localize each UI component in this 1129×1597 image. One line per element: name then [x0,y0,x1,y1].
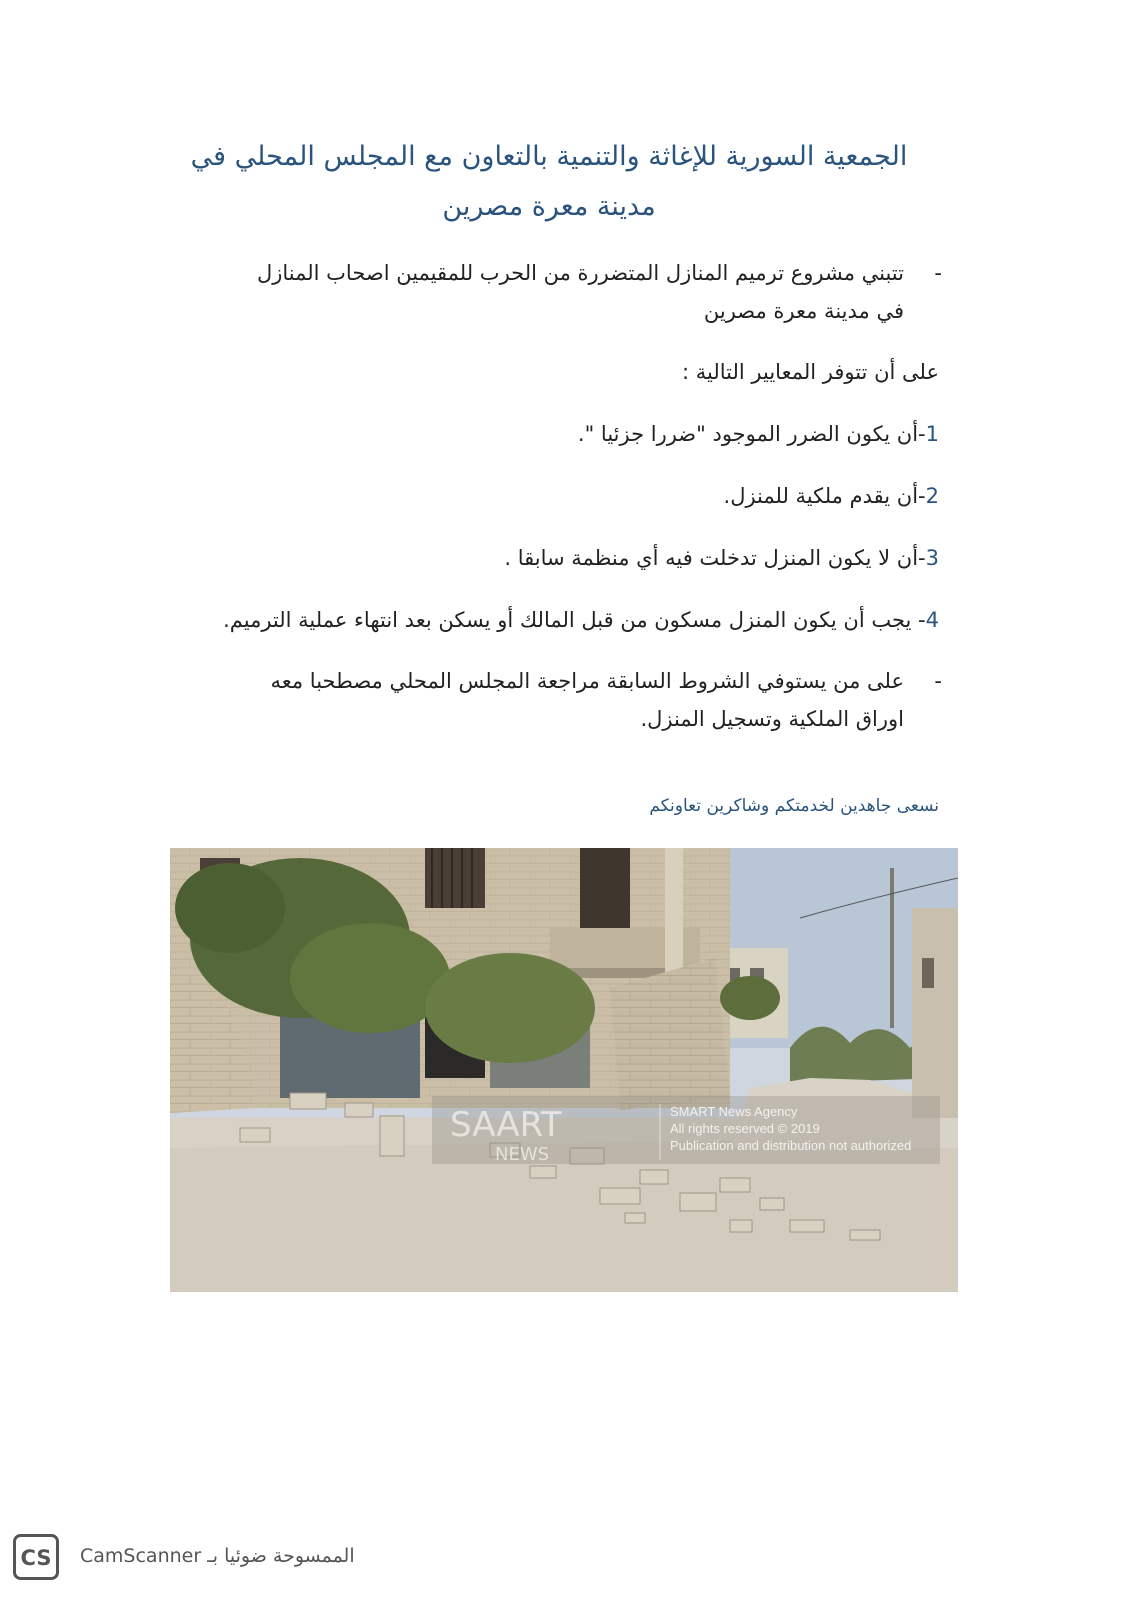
watermark-line-1: SMART News Agency [670,1104,798,1119]
note-bullet-text: على من يستوفي الشروط السابقة مراجعة المجلس المحلي مصطحبا معه اوراق الملكية وتسجيل المنزل. [270,669,904,731]
watermark-line-3: Publication and distribution not authorized [670,1138,912,1153]
criteria-number: 2 [925,484,939,508]
criteria-text: يجب أن يكون المنزل مسكون من قبل المالك أو يسكن بعد انتهاء عملية الترميم. [223,608,912,632]
svg-text:CS: CS [20,1546,52,1570]
criteria-item [119,416,939,452]
title-line-2: مدينة معرة مصرين [442,191,656,222]
intro-bullet [224,254,942,330]
note-bullet [224,662,942,738]
watermark-logo: SAART [450,1105,562,1145]
criteria-item [119,602,939,638]
document-title [169,132,929,232]
watermark-logo-sub: NEWS [495,1144,550,1165]
damaged-building-photo [170,848,958,1292]
footer-app-name: CamScanner [80,1545,202,1567]
camscanner-logo-icon [13,1534,59,1580]
criteria-separator: - [918,484,926,508]
criteria-number: 4 [925,608,939,632]
criteria-heading: على أن تتوفر المعايير التالية : [682,360,939,384]
bullet-dash: - [934,261,942,285]
criteria-item [119,478,939,514]
criteria-separator: - [918,546,926,570]
intro-bullet-text: تتبني مشروع ترميم المنازل المتضررة من الحرب للمقيمين اصحاب المنازل في مدينة معرة مصرين [256,261,904,323]
bullet-dash: - [934,669,942,693]
criteria-item [119,540,939,576]
watermark-line-2: All rights reserved © 2019 [670,1121,820,1136]
closing-line: نسعى جاهدين لخدمتكم وشاكرين تعاونكم [649,796,939,816]
title-line-1: الجمعية السورية للإغاثة والتنمية بالتعاون مع المجلس المحلي في [190,141,908,172]
criteria-text: أن يقدم ملكية للمنزل. [723,484,919,508]
criteria-text: أن لا يكون المنزل تدخلت فيه أي منظمة سابقا . [504,546,919,570]
criteria-number: 3 [925,546,939,570]
criteria-separator: - [918,422,926,446]
footer-scan-credit [80,1545,355,1567]
footer-scanned-with: الممسوحة ضوئيا بـ [207,1545,355,1567]
criteria-text: أن يكون الضرر الموجود "ضررا جزئيا ". [577,422,919,446]
criteria-number: 1 [925,422,939,446]
criteria-separator: - [911,608,926,632]
